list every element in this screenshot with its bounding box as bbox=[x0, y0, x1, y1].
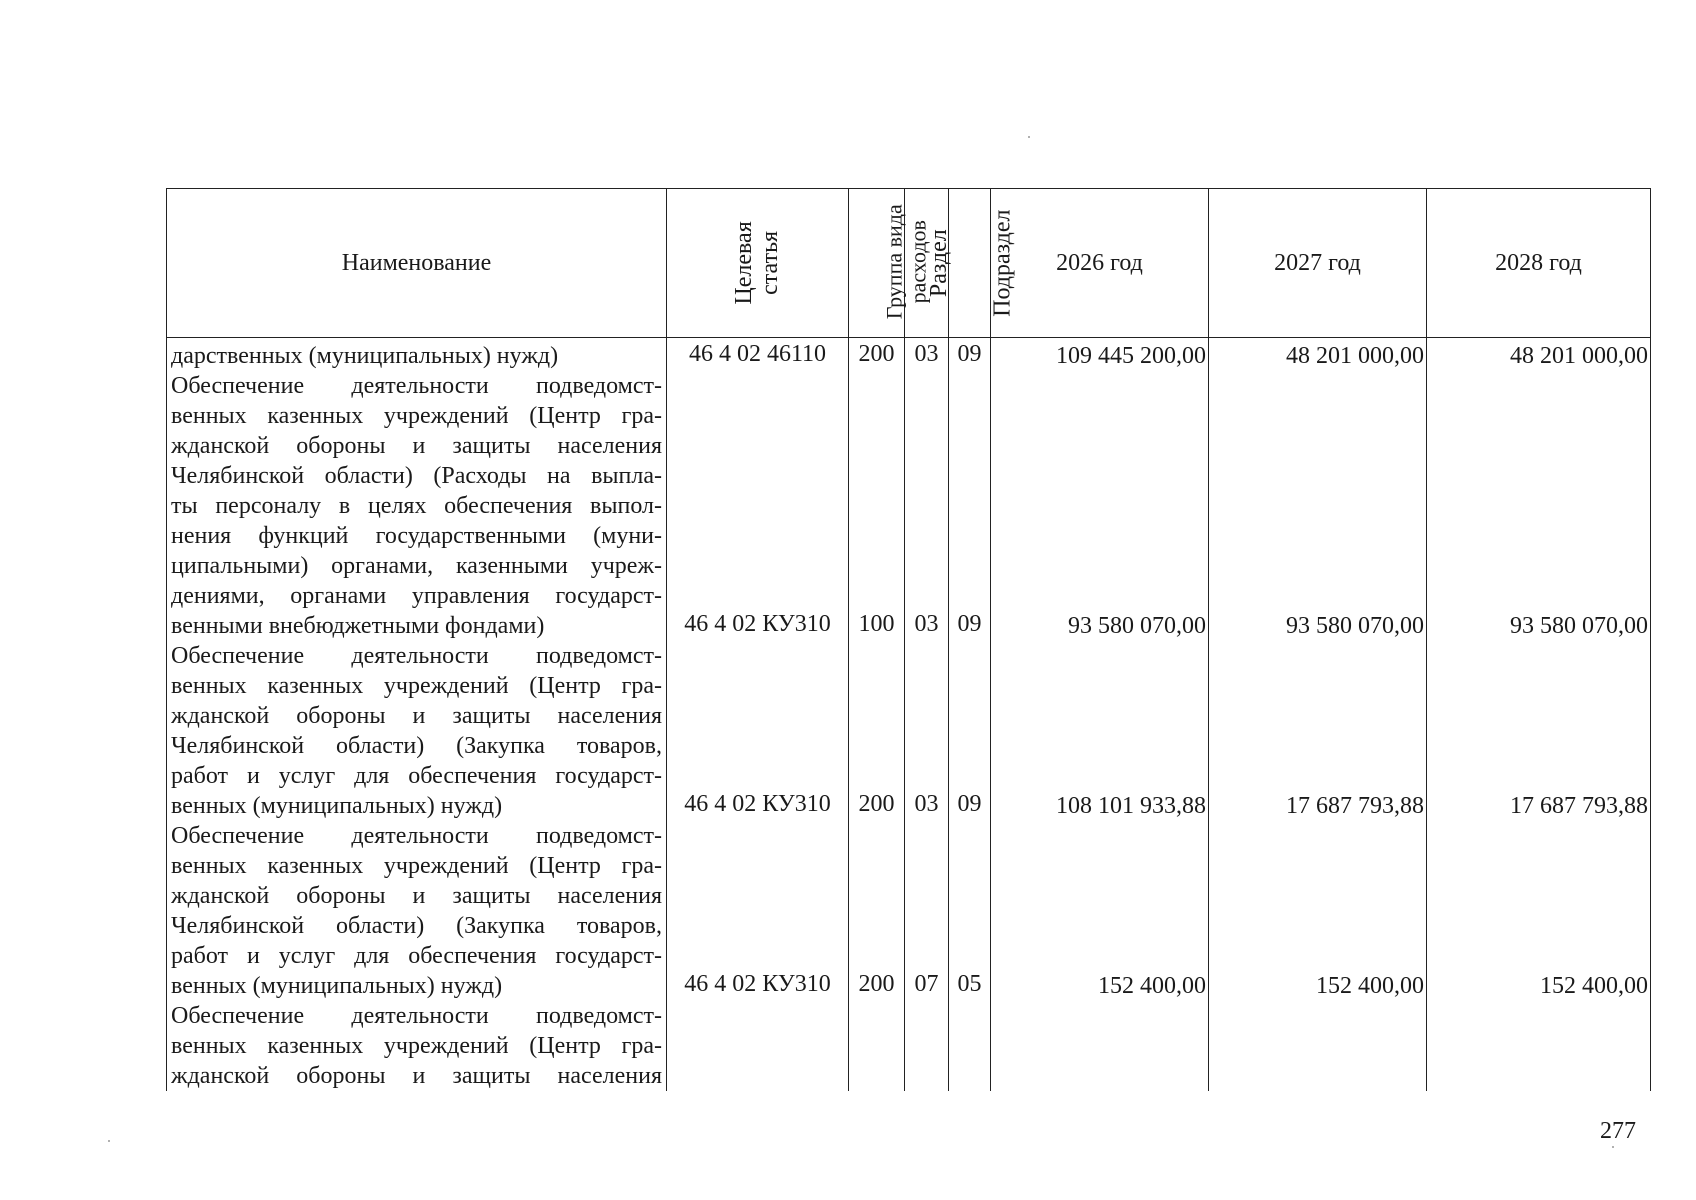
row-1-section: 03 bbox=[914, 341, 939, 367]
row-4-section: 07 bbox=[914, 971, 939, 997]
header-year-2027: 2027 год bbox=[1209, 189, 1427, 338]
row-2-section: 03 bbox=[914, 611, 939, 637]
name-line: венных казенных учреждений (Центр гра- bbox=[171, 673, 662, 699]
row-2-group: 100 bbox=[858, 611, 895, 637]
name-line: жданской обороны и защиты населения bbox=[171, 703, 662, 729]
header-year-2028: 2028 год bbox=[1427, 189, 1651, 338]
row-3-y2027: 17 687 793,88 bbox=[1286, 793, 1424, 819]
name-line: Челябинской области) (Закупка товаров, bbox=[171, 733, 662, 759]
name-line: нения функций государственными (муни- bbox=[171, 523, 662, 549]
y2027-column bbox=[1209, 338, 1427, 1092]
name-column bbox=[167, 338, 667, 1092]
header-subsection: Подраздел bbox=[949, 189, 991, 338]
name-line: венных (муниципальных) нужд) bbox=[171, 973, 503, 999]
budget-table bbox=[166, 188, 1651, 1091]
name-line: Обеспечение деятельности подведомст- bbox=[171, 643, 662, 669]
row-3-subsection: 09 bbox=[957, 791, 982, 817]
header-year-2026: 2026 год bbox=[991, 189, 1209, 338]
row-2-y2026: 93 580 070,00 bbox=[1068, 613, 1206, 639]
name-line: дениями, органами управления государст- bbox=[171, 583, 662, 609]
row-3-group: 200 bbox=[858, 791, 895, 817]
row-3-y2028: 17 687 793,88 bbox=[1510, 793, 1648, 819]
header-section: Раздел bbox=[905, 189, 949, 338]
name-line: жданской обороны и защиты населения bbox=[171, 1063, 662, 1089]
row-2-y2027: 93 580 070,00 bbox=[1286, 613, 1424, 639]
row-1-group: 200 bbox=[858, 341, 895, 367]
row-1-y2028: 48 201 000,00 bbox=[1510, 343, 1648, 369]
name-line: ты персоналу в целях обеспечения выпол- bbox=[171, 493, 662, 519]
name-line: венных казенных учреждений (Центр гра- bbox=[171, 403, 662, 429]
row-2-article: 46 4 02 КУ310 bbox=[684, 611, 831, 637]
header-name: Наименование bbox=[167, 189, 667, 338]
name-line: венными внебюджетными фондами) bbox=[171, 613, 545, 639]
header-expense-group: Группа вида расходов bbox=[849, 189, 905, 338]
row-4-y2027: 152 400,00 bbox=[1316, 973, 1424, 999]
row-1-subsection: 09 bbox=[957, 341, 982, 367]
subsection-column bbox=[949, 338, 991, 1092]
row-1-y2027: 48 201 000,00 bbox=[1286, 343, 1424, 369]
row-4-subsection: 05 bbox=[957, 971, 982, 997]
y2028-column bbox=[1427, 338, 1651, 1092]
header-target-article: Целевая статья bbox=[667, 189, 849, 338]
name-line: Обеспечение деятельности подведомст- bbox=[171, 1003, 662, 1029]
row-4-article: 46 4 02 КУ310 bbox=[684, 971, 831, 997]
row-1-article: 46 4 02 46110 bbox=[688, 341, 827, 367]
name-line: Обеспечение деятельности подведомст- bbox=[171, 823, 662, 849]
scan-speck bbox=[1612, 1146, 1614, 1148]
table-header-row bbox=[167, 189, 1651, 338]
scan-speck bbox=[1028, 136, 1030, 138]
name-line: ципальными) органами, казенными учреж- bbox=[171, 553, 662, 579]
group-column bbox=[849, 338, 905, 1092]
row-3-y2026: 108 101 933,88 bbox=[1056, 793, 1206, 819]
page-number: 277 bbox=[1600, 1118, 1636, 1144]
row-4-y2028: 152 400,00 bbox=[1540, 973, 1648, 999]
name-line: жданской обороны и защиты населения bbox=[171, 433, 662, 459]
name-line: Челябинской области) (Закупка товаров, bbox=[171, 913, 662, 939]
name-line: Челябинской области) (Расходы на выпла- bbox=[171, 463, 662, 489]
y2026-column bbox=[991, 338, 1209, 1092]
name-line: венных казенных учреждений (Центр гра- bbox=[171, 1033, 662, 1059]
scan-speck bbox=[108, 1140, 110, 1142]
name-line: венных (муниципальных) нужд) bbox=[171, 793, 503, 819]
name-line: венных казенных учреждений (Центр гра- bbox=[171, 853, 662, 879]
row-2-y2028: 93 580 070,00 bbox=[1510, 613, 1648, 639]
row-3-section: 03 bbox=[914, 791, 939, 817]
name-line: работ и услуг для обеспечения государст- bbox=[171, 763, 662, 789]
row-4-y2026: 152 400,00 bbox=[1098, 973, 1206, 999]
name-line: Обеспечение деятельности подведомст- bbox=[171, 373, 662, 399]
article-column bbox=[667, 338, 849, 1092]
section-column bbox=[905, 338, 949, 1092]
row-3-article: 46 4 02 КУ310 bbox=[684, 791, 831, 817]
name-line: дарственных (муниципальных) нужд) bbox=[171, 343, 559, 369]
table-body bbox=[167, 338, 1651, 1092]
row-1-y2026: 109 445 200,00 bbox=[1056, 343, 1206, 369]
name-line: жданской обороны и защиты населения bbox=[171, 883, 662, 909]
row-4-group: 200 bbox=[858, 971, 895, 997]
name-line: работ и услуг для обеспечения государст- bbox=[171, 943, 662, 969]
row-2-subsection: 09 bbox=[957, 611, 982, 637]
